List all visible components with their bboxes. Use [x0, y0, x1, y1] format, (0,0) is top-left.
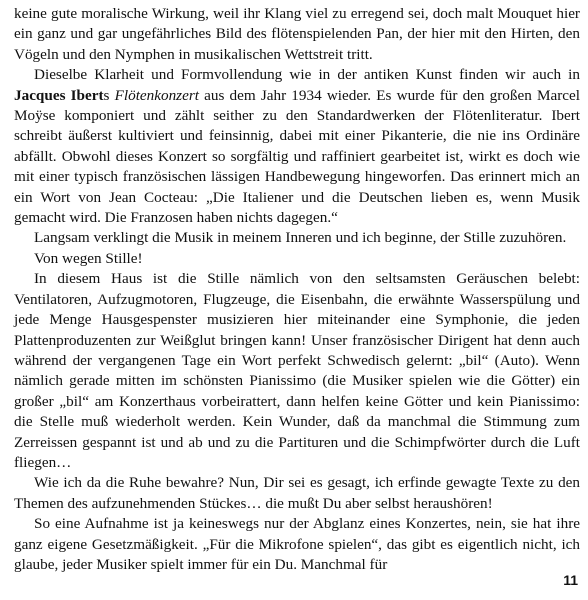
paragraph-2-intro: Dieselbe Klarheit und Formvollendung wie in der antiken Kunst finden wir auch in [34, 66, 580, 84]
paragraph-2-body: aus dem Jahr 1934 wieder. Es wurde für den großen Marcel Moÿse komponiert und zählt seither zu den Standardwerken der Flötenliteratur. Ibert schreibt äußerst kultiviert und feinsinnig, dabei mit einer Pikanterie, die nie ins Ordinäre abfällt. Obwohl dieses Konzert so sorgfältig und raffiniert gearbeitet ist, wirkt es doch wie mit einer typisch französischen lässigen Handbewegung hingeworfen. Das erinnert mich an ein Wort von Jean Cocteau: „Die Italiener und die Deutschen lieben es, wenn Musik gemacht wird. Die Franzosen haben nichts dagegen.“ [14, 86, 580, 227]
composer-name-suffix: s [103, 86, 115, 104]
paragraph-4: Von wegen Stille! [34, 249, 143, 267]
paragraph-3: Langsam verklingt die Musik in meinem Inneren und ich beginne, der Stille zuzuhören. [34, 229, 567, 247]
paragraph-5: In diesem Haus ist die Stille nämlich von den seltsamsten Geräuschen belebt: Ventilatoren, Aufzugmotoren, Flugzeuge, die Eisenbahn, die erwähnte Wasserspülung und jede Menge Hausgespenster musizieren hier miteinander eine Symphonie, die jeden Plattenproduzenten zur Weißglut bringen kann! Unser französischer Dirigent hat denn auch während der vergangenen Tage ein Wort perfekt Schwedisch gelernt: „bil“ (Auto). Wenn nämlich gerade mitten im schönsten Pianissimo (die Musiker spielen wie die Götter) ein großer „bil“ am Konzerthaus vorbeirattert, dann helfen keine Götter und kein Pianissimo: die Stelle muß wiederholt werden. Kein Wunder, daß da manchmal die Stimmung zum Zerreissen gespannt ist und ab und zu die Partituren und die Schimpfwörter durch die Luft fliegen… [14, 270, 580, 471]
paragraph-2 [14, 65, 580, 228]
paragraph-1: keine gute moralische Wirkung, weil ihr Klang viel zu erregend sei, doch malt Mouquet hier ein ganz und gar ungefährliches Bild des flötenspielenden Pan, der hier mit den Hirten, den Vögeln und den Nymphen in musikalischen Wettstreit tritt. [14, 5, 580, 63]
page-number: 11 [563, 572, 578, 588]
paragraph-6: Wie ich da die Ruhe bewahre? Nun, Dir sei es gesagt, ich erfinde gewagte Texte zu den Themen des aufzunehmenden Stückes… die mußt Du aber selbst heraushören! [14, 474, 580, 512]
book-page [14, 4, 580, 575]
work-title: Flötenkonzert [114, 86, 199, 104]
composer-name: Jacques Ibert [14, 86, 104, 104]
paragraph-7: So eine Aufnahme ist ja keineswegs nur der Abglanz eines Konzertes, nein, sie hat ihre ganz eigene Gesetzmäßigkeit. „Für die Mikrofone spielen“, das gibt es eigentlich nicht, ich glaube, jeder Musiker spielt immer für ein Du. Manchmal für [14, 515, 580, 573]
